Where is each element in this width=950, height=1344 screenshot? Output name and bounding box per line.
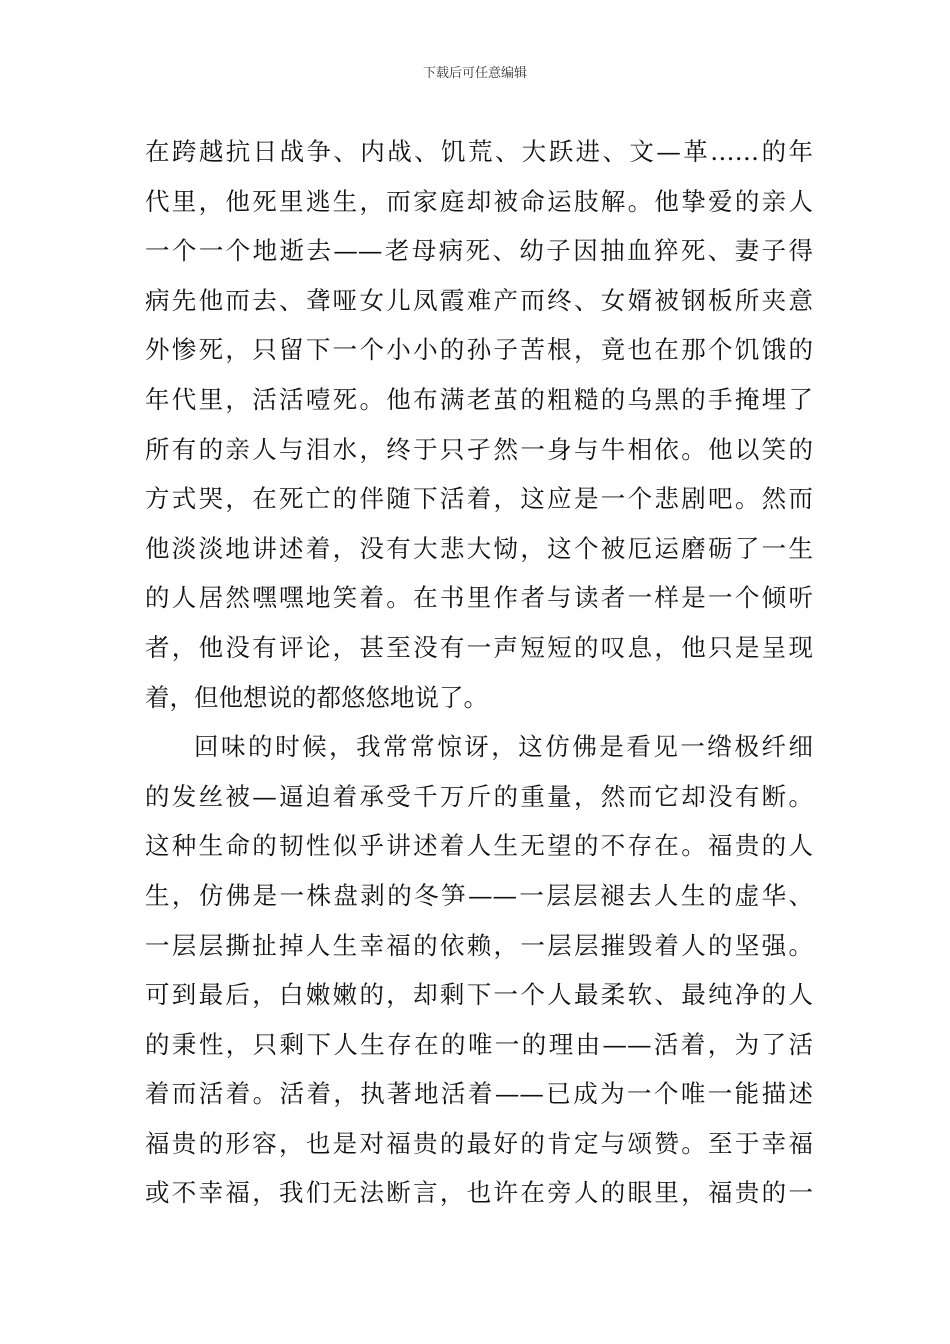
text-line: 福贵的形容，也是对福贵的最好的肯定与颂赞。至于幸福 <box>145 1128 813 1158</box>
text-line: 病先他而去、聋哑女儿凤霞难产而终、女婿被钢板所夹意 <box>145 285 813 315</box>
text-line: 外惨死，只留下一个小小的孙子苦根，竟也在那个饥饿的 <box>145 335 813 365</box>
text-line: 的人居然嘿嘿地笑着。在书里作者与读者一样是一个倾听 <box>145 583 813 613</box>
text-line: 生，仿佛是一株盘剥的冬笋——一层层褪去人生的虚华、 <box>145 880 813 910</box>
text-line: 或不幸福，我们无法断言，也许在旁人的眼里，福贵的一 <box>145 1178 813 1208</box>
body-text <box>145 127 813 1218</box>
text-line: 的发丝被—逼迫着承受千万斤的重量，然而它却没有断。 <box>145 781 813 811</box>
page-header: 下载后可任意编辑 <box>422 66 527 81</box>
text-line: 者，他没有评论，甚至没有一声短短的叹息，他只是呈现 <box>145 632 813 662</box>
text-line: 在跨越抗日战争、内战、饥荒、大跃进、文—革……的年 <box>145 137 813 166</box>
text-line: 他淡淡地讲述着，没有大悲大恸，这个被厄运磨砺了一生 <box>145 533 813 563</box>
text-line: 可到最后，白嫩嫩的，却剩下一个人最柔软、最纯净的人 <box>145 980 813 1010</box>
text-line: 一个一个地逝去——老母病死、幼子因抽血猝死、妻子得 <box>145 236 813 266</box>
text-line: 着，但他想说的都悠悠地说了。 <box>145 682 488 712</box>
text-line: 回味的时候，我常常惊讶，这仿佛是看见一绺极纤细 <box>194 732 813 762</box>
text-line: 着而活着。活着，执著地活着——已成为一个唯一能描述 <box>145 1079 813 1109</box>
text-line: 年代里，活活噎死。他布满老茧的粗糙的乌黑的手掩埋了 <box>145 384 813 414</box>
text-line: 这种生命的韧性似乎讲述着人生无望的不存在。福贵的人 <box>145 831 813 861</box>
text-line: 所有的亲人与泪水，终于只孑然一身与牛相依。他以笑的 <box>145 434 813 464</box>
text-line: 一层层撕扯掉人生幸福的依赖，一层层摧毁着人的坚强。 <box>145 930 813 960</box>
text-line: 的秉性，只剩下人生存在的唯一的理由——活着，为了活 <box>145 1029 813 1059</box>
text-line: 代里，他死里逃生，而家庭却被命运肢解。他挚爱的亲人 <box>145 186 813 216</box>
text-line: 方式哭，在死亡的伴随下活着，这应是一个悲剧吧。然而 <box>145 484 813 514</box>
